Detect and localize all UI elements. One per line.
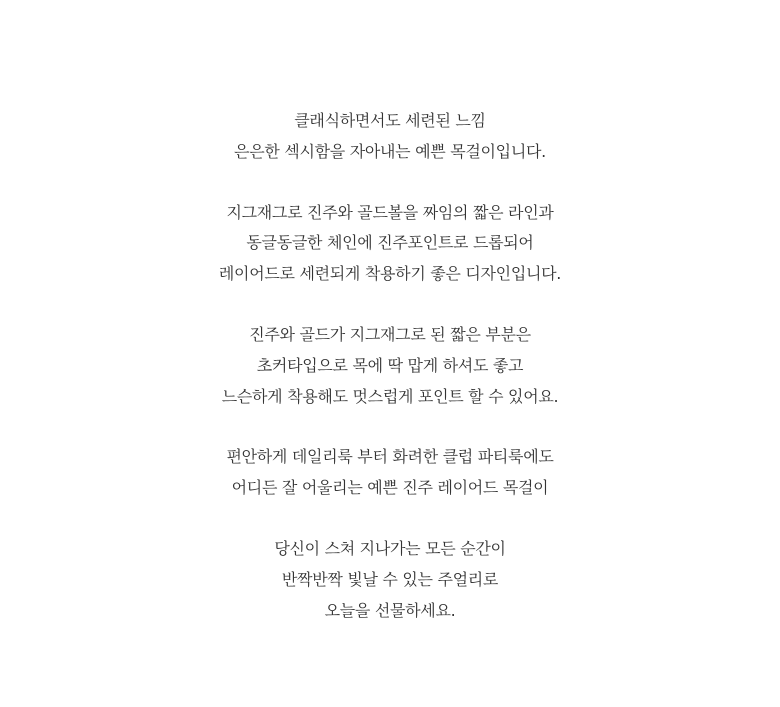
description-line: 동글동글한 체인에 진주포인트로 드롭되어 (246, 233, 534, 253)
description-line: 레이어드로 세련되게 착용하기 좋은 디자인입니다. (218, 264, 562, 284)
description-line: 은은한 섹시함을 자아내는 예쁜 목걸이입니다. (234, 141, 546, 161)
description-line: 느슨하게 착용해도 멋스럽게 포인트 할 수 있어요. (221, 386, 559, 406)
description-line: 편안하게 데일리룩 부터 화려한 클럽 파티룩에도 (226, 447, 554, 467)
description-line: 지그재그로 진주와 골드볼을 짜임의 짧은 라인과 (226, 202, 554, 222)
description-paragraph-5 (0, 534, 780, 626)
description-line: 초커타입으로 목에 딱 맙게 하셔도 좋고 (256, 355, 524, 375)
description-paragraph-2 (0, 198, 780, 290)
description-paragraph-1 (0, 106, 780, 168)
description-line: 진주와 골드가 지그재그로 된 짧은 부분은 (249, 324, 531, 344)
description-line: 반짝반짝 빛날 수 있는 주얼리로 (281, 569, 499, 589)
description-line: 당신이 스쳐 지나가는 모든 순간이 (274, 538, 506, 558)
description-line: 어디든 잘 어울리는 예쁜 진주 레이어드 목걸이 (231, 478, 549, 498)
product-description (0, 106, 780, 626)
description-line: 오늘을 선물하세요. (324, 600, 456, 620)
description-line: 클래식하면서도 세련된 느낌 (294, 111, 486, 130)
description-paragraph-3 (0, 320, 780, 412)
description-paragraph-4 (0, 442, 780, 504)
